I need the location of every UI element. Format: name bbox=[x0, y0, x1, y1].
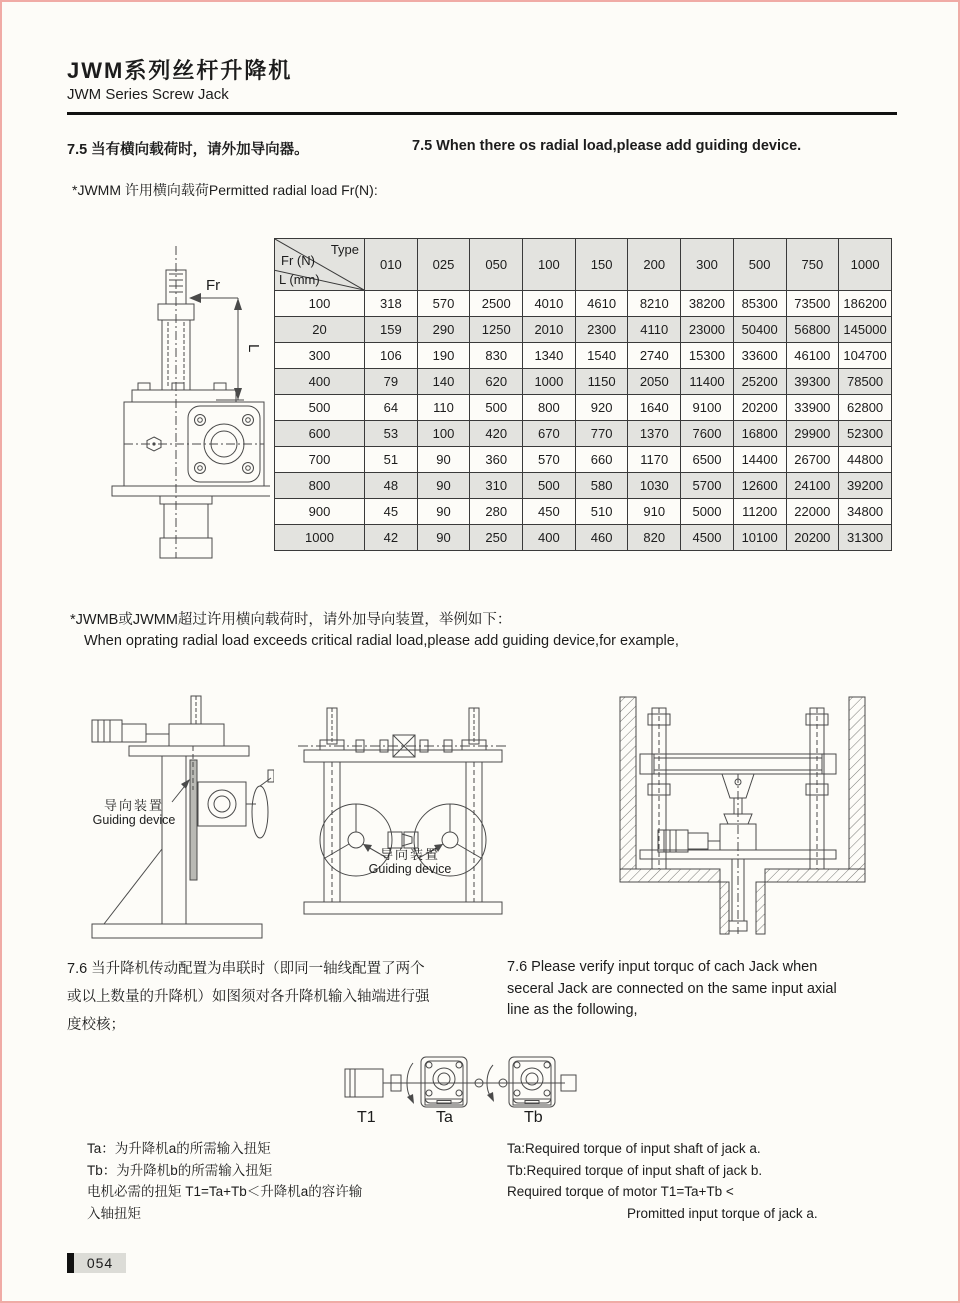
column-header: 1000 bbox=[839, 239, 892, 291]
load-value-cell: 11200 bbox=[733, 499, 786, 525]
load-value-cell: 22000 bbox=[786, 499, 839, 525]
load-value-cell: 500 bbox=[470, 395, 523, 421]
tn-zh-line-4: 入轴扭矩 bbox=[87, 1205, 141, 1221]
load-value-cell: 420 bbox=[470, 421, 523, 447]
load-value-cell: 14400 bbox=[733, 447, 786, 473]
load-value-cell: 400 bbox=[523, 525, 576, 551]
load-value-cell: 53 bbox=[365, 421, 418, 447]
section-7-5-heading-zh: 7.5 当有横向载荷时，请外加导向器。 bbox=[67, 142, 309, 158]
load-value-cell: 24100 bbox=[786, 473, 839, 499]
tn-zh-line-3: 电机必需的扭矩 T1=Ta+Tb＜升降机a的容许输 bbox=[87, 1184, 363, 1199]
load-value-cell: 64 bbox=[365, 395, 418, 421]
load-value-cell: 660 bbox=[575, 447, 628, 473]
row-label: 500 bbox=[275, 395, 365, 421]
torque-label-ta: Ta bbox=[436, 1109, 453, 1125]
load-value-cell: 360 bbox=[470, 447, 523, 473]
load-value-cell: 10100 bbox=[733, 525, 786, 551]
s76-zh-line-3: 度校核； bbox=[67, 1017, 125, 1033]
load-value-cell: 6500 bbox=[681, 447, 734, 473]
load-value-cell: 33600 bbox=[733, 343, 786, 369]
torque-label-tb: Tb bbox=[524, 1109, 543, 1125]
load-value-cell: 570 bbox=[523, 447, 576, 473]
load-value-cell: 33900 bbox=[786, 395, 839, 421]
load-table-head-row bbox=[275, 239, 892, 291]
load-value-cell: 106 bbox=[365, 343, 418, 369]
guiding-device-label-2-en: Guiding device bbox=[368, 862, 452, 876]
load-value-cell: 4500 bbox=[681, 525, 734, 551]
row-label: 1000 bbox=[275, 525, 365, 551]
guiding-device-label-1 bbox=[88, 798, 180, 828]
load-value-cell: 2500 bbox=[470, 291, 523, 317]
torque-notes-zh bbox=[87, 1138, 362, 1224]
load-value-cell: 29900 bbox=[786, 421, 839, 447]
torque-notes-en bbox=[507, 1138, 818, 1224]
row-label: 600 bbox=[275, 421, 365, 447]
load-value-cell: 26700 bbox=[786, 447, 839, 473]
row-label: 20 bbox=[275, 317, 365, 343]
load-value-cell: 56800 bbox=[786, 317, 839, 343]
load-value-cell: 62800 bbox=[839, 395, 892, 421]
row-label: 300 bbox=[275, 343, 365, 369]
tn-en-line-1: Ta:Required torque of input shaft of jack a. bbox=[507, 1141, 761, 1156]
load-value-cell: 25200 bbox=[733, 369, 786, 395]
s76-en-line-3: line as the following, bbox=[507, 1002, 638, 1018]
load-value-cell: 2300 bbox=[575, 317, 628, 343]
load-value-cell: 280 bbox=[470, 499, 523, 525]
row-label: 900 bbox=[275, 499, 365, 525]
load-value-cell: 5700 bbox=[681, 473, 734, 499]
column-header: 150 bbox=[575, 239, 628, 291]
row-label: 100 bbox=[275, 291, 365, 317]
row-label: 800 bbox=[275, 473, 365, 499]
load-value-cell: 4610 bbox=[575, 291, 628, 317]
load-value-cell: 620 bbox=[470, 369, 523, 395]
column-header: 010 bbox=[365, 239, 418, 291]
load-value-cell: 159 bbox=[365, 317, 418, 343]
section-7-6-text-en bbox=[507, 957, 907, 1022]
guiding-example-figure-2 bbox=[294, 702, 512, 927]
load-value-cell: 1340 bbox=[523, 343, 576, 369]
load-value-cell: 140 bbox=[417, 369, 470, 395]
load-value-cell: 510 bbox=[575, 499, 628, 525]
load-value-cell: 11400 bbox=[681, 369, 734, 395]
load-value-cell: 39300 bbox=[786, 369, 839, 395]
row-label: 700 bbox=[275, 447, 365, 473]
load-value-cell: 73500 bbox=[786, 291, 839, 317]
table-row bbox=[275, 369, 892, 395]
load-value-cell: 79 bbox=[365, 369, 418, 395]
radial-load-table bbox=[274, 238, 892, 551]
load-value-cell: 1170 bbox=[628, 447, 681, 473]
load-value-cell: 90 bbox=[417, 525, 470, 551]
load-value-cell: 920 bbox=[575, 395, 628, 421]
load-value-cell: 20200 bbox=[733, 395, 786, 421]
table-row bbox=[275, 447, 892, 473]
guiding-note-en: When oprating radial load exceeds critical radial load,please add guiding device,for example, bbox=[84, 633, 679, 649]
tn-en-line-3: Required torque of motor T1=Ta+Tb < bbox=[507, 1184, 734, 1199]
page-title-zh: JWM系列丝杆升降机 bbox=[67, 58, 293, 83]
load-value-cell: 39200 bbox=[839, 473, 892, 499]
tn-zh-line-1: Ta：为升降机a的所需输入扭矩 bbox=[87, 1141, 271, 1156]
tn-zh-line-2: Tb：为升降机b的所需输入扭矩 bbox=[87, 1162, 273, 1178]
load-value-cell: 5000 bbox=[681, 499, 734, 525]
load-value-cell: 34800 bbox=[839, 499, 892, 525]
load-value-cell: 1370 bbox=[628, 421, 681, 447]
load-value-cell: 110 bbox=[417, 395, 470, 421]
load-value-cell: 1000 bbox=[523, 369, 576, 395]
load-table-body bbox=[275, 291, 892, 551]
page-number-badge bbox=[67, 1253, 126, 1273]
load-value-cell: 48 bbox=[365, 473, 418, 499]
load-value-cell: 190 bbox=[417, 343, 470, 369]
load-value-cell: 1540 bbox=[575, 343, 628, 369]
load-value-cell: 800 bbox=[523, 395, 576, 421]
table-row bbox=[275, 473, 892, 499]
column-header: 300 bbox=[681, 239, 734, 291]
load-value-cell: 2010 bbox=[523, 317, 576, 343]
page-number: 054 bbox=[74, 1253, 126, 1273]
guiding-device-label-1-zh: 导向装置 bbox=[103, 798, 164, 813]
load-value-cell: 450 bbox=[523, 499, 576, 525]
load-value-cell: 15300 bbox=[681, 343, 734, 369]
section-7-5-note: *JWMM 许用横向载荷Permitted radial load Fr(N): bbox=[72, 182, 378, 198]
section-7-6-text-zh bbox=[67, 955, 477, 1039]
column-header: 050 bbox=[470, 239, 523, 291]
load-value-cell: 145000 bbox=[839, 317, 892, 343]
load-value-cell: 38200 bbox=[681, 291, 734, 317]
load-value-cell: 4010 bbox=[523, 291, 576, 317]
table-row bbox=[275, 343, 892, 369]
column-header: 200 bbox=[628, 239, 681, 291]
guiding-device-label-2-zh: 导向装置 bbox=[379, 847, 440, 862]
corner-label-l: L (mm) bbox=[279, 272, 320, 287]
force-arrow-label: Fr bbox=[206, 277, 221, 294]
load-value-cell: 104700 bbox=[839, 343, 892, 369]
s76-en-line-1: 7.6 Please verify input torquc of cach Jack when bbox=[507, 959, 818, 975]
load-value-cell: 90 bbox=[417, 447, 470, 473]
load-value-cell: 50400 bbox=[733, 317, 786, 343]
load-value-cell: 52300 bbox=[839, 421, 892, 447]
load-value-cell: 910 bbox=[628, 499, 681, 525]
page-title-en: JWM Series Screw Jack bbox=[67, 86, 229, 103]
load-value-cell: 460 bbox=[575, 525, 628, 551]
load-value-cell: 670 bbox=[523, 421, 576, 447]
load-value-cell: 2740 bbox=[628, 343, 681, 369]
header-rule bbox=[67, 112, 897, 115]
load-value-cell: 4110 bbox=[628, 317, 681, 343]
guiding-device-label-2 bbox=[362, 847, 458, 877]
table-row bbox=[275, 525, 892, 551]
load-value-cell: 45 bbox=[365, 499, 418, 525]
screw-jack-figure bbox=[68, 240, 270, 562]
load-value-cell: 90 bbox=[417, 473, 470, 499]
load-value-cell: 2050 bbox=[628, 369, 681, 395]
table-row bbox=[275, 421, 892, 447]
load-value-cell: 7600 bbox=[681, 421, 734, 447]
table-row bbox=[275, 317, 892, 343]
load-value-cell: 290 bbox=[417, 317, 470, 343]
load-value-cell: 8210 bbox=[628, 291, 681, 317]
load-value-cell: 12600 bbox=[733, 473, 786, 499]
table-row bbox=[275, 499, 892, 525]
column-header: 100 bbox=[523, 239, 576, 291]
load-value-cell: 770 bbox=[575, 421, 628, 447]
column-header: 750 bbox=[786, 239, 839, 291]
load-value-cell: 90 bbox=[417, 499, 470, 525]
s76-en-line-2: seceral Jack are connected on the same input axial bbox=[507, 980, 837, 997]
load-value-cell: 85300 bbox=[733, 291, 786, 317]
load-value-cell: 44800 bbox=[839, 447, 892, 473]
load-value-cell: 46100 bbox=[786, 343, 839, 369]
page-number-bar bbox=[67, 1253, 74, 1273]
corner-label-fr: Fr (N) bbox=[281, 253, 315, 268]
guiding-example-figure-3 bbox=[610, 692, 875, 942]
load-value-cell: 580 bbox=[575, 473, 628, 499]
load-value-cell: 1250 bbox=[470, 317, 523, 343]
load-value-cell: 42 bbox=[365, 525, 418, 551]
guiding-device-label-1-en: Guiding device bbox=[92, 813, 176, 827]
load-value-cell: 1150 bbox=[575, 369, 628, 395]
table-row bbox=[275, 291, 892, 317]
table-corner-cell bbox=[275, 239, 365, 291]
load-value-cell: 310 bbox=[470, 473, 523, 499]
corner-label-type: Type bbox=[330, 242, 359, 257]
load-value-cell: 318 bbox=[365, 291, 418, 317]
load-value-cell: 100 bbox=[417, 421, 470, 447]
row-label: 400 bbox=[275, 369, 365, 395]
s76-zh-line-2: 或以上数量的升降机）如图须对各升降机输入轴端进行强 bbox=[67, 989, 430, 1005]
s76-zh-line-1: 7.6 当升降机传动配置为串联时（即同一轴线配置了两个 bbox=[67, 961, 425, 977]
load-value-cell: 23000 bbox=[681, 317, 734, 343]
column-header: 500 bbox=[733, 239, 786, 291]
torque-diagram bbox=[337, 1047, 577, 1125]
load-value-cell: 500 bbox=[523, 473, 576, 499]
load-value-cell: 830 bbox=[470, 343, 523, 369]
load-value-cell: 1640 bbox=[628, 395, 681, 421]
load-value-cell: 20200 bbox=[786, 525, 839, 551]
load-value-cell: 9100 bbox=[681, 395, 734, 421]
guiding-note-zh: *JWMB或JWMM超过许用横向载荷时，请外加导向装置，举例如下： bbox=[70, 612, 512, 628]
column-header: 025 bbox=[417, 239, 470, 291]
load-value-cell: 1030 bbox=[628, 473, 681, 499]
load-value-cell: 820 bbox=[628, 525, 681, 551]
load-value-cell: 186200 bbox=[839, 291, 892, 317]
table-row bbox=[275, 395, 892, 421]
load-value-cell: 51 bbox=[365, 447, 418, 473]
load-value-cell: 78500 bbox=[839, 369, 892, 395]
tn-en-line-2: Tb:Required torque of input shaft of jack b. bbox=[507, 1162, 763, 1178]
tn-en-line-4: Promitted input torque of jack a. bbox=[627, 1205, 818, 1221]
load-value-cell: 570 bbox=[417, 291, 470, 317]
length-dim-label: L bbox=[245, 344, 262, 353]
load-value-cell: 250 bbox=[470, 525, 523, 551]
load-value-cell: 16800 bbox=[733, 421, 786, 447]
torque-label-t1: T1 bbox=[357, 1109, 376, 1125]
load-value-cell: 31300 bbox=[839, 525, 892, 551]
section-7-5-heading-en: 7.5 When there os radial load,please add guiding device. bbox=[412, 138, 802, 154]
